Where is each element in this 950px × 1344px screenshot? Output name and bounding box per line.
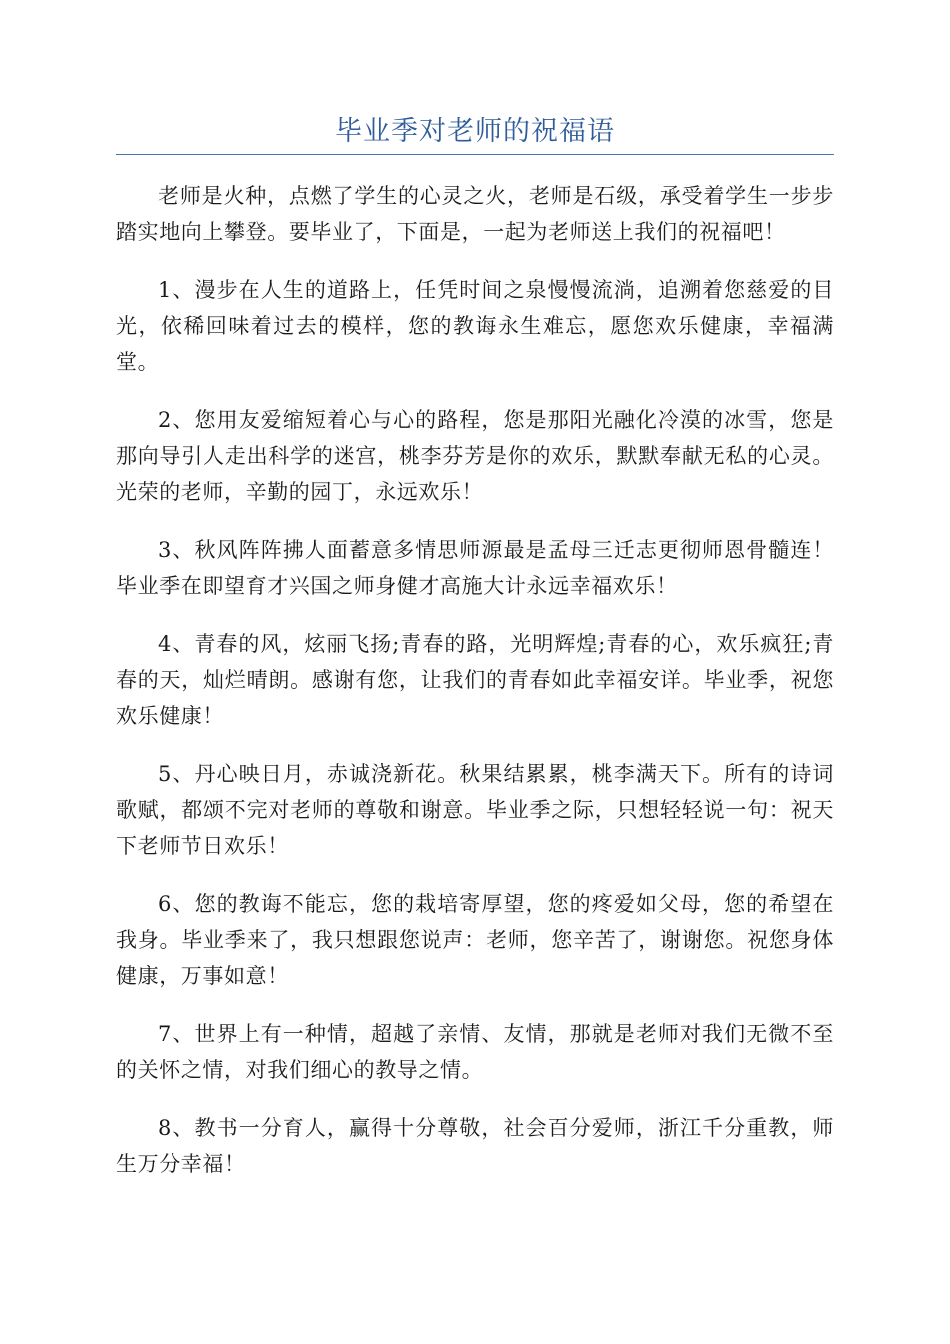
blessing-paragraph-3: 3、秋风阵阵拂人面蓄意多情思师源最是孟母三迁志更彻师恩骨髓连！毕业季在即望育才兴国之师身健才高施大计永远幸福欢乐！ xyxy=(116,538,834,598)
blessing-paragraph-7: 7、世界上有一种情，超越了亲情、友情，那就是老师对我们无微不至的关怀之情，对我们细心的教导之情。 xyxy=(116,1022,834,1082)
blessing-paragraph-1: 1、漫步在人生的道路上，任凭时间之泉慢慢流淌，追溯着您慈爱的目光，依稀回味着过去的模样，您的教诲永生难忘，愿您欢乐健康，幸福满堂。 xyxy=(116,278,834,374)
intro-paragraph: 老师是火种，点燃了学生的心灵之火，老师是石级，承受着学生一步步踏实地向上攀登。要毕业了，下面是，一起为老师送上我们的祝福吧！ xyxy=(116,184,834,244)
title-underline xyxy=(116,154,834,155)
blessing-paragraph-5: 5、丹心映日月，赤诚浇新花。秋果结累累，桃李满天下。所有的诗词歌赋，都颂不完对老师的尊敬和谢意。毕业季之际，只想轻轻说一句：祝天下老师节日欢乐！ xyxy=(116,762,834,858)
document-body xyxy=(116,178,834,1204)
blessing-paragraph-8: 8、教书一分育人，赢得十分尊敬，社会百分爱师，浙江千分重教，师生万分幸福！ xyxy=(116,1116,834,1176)
blessing-paragraph-2: 2、您用友爱缩短着心与心的路程，您是那阳光融化冷漠的冰雪，您是那向导引人走出科学的迷宫，桃李芬芳是你的欢乐，默默奉献无私的心灵。光荣的老师，辛勤的园丁，永远欢乐！ xyxy=(116,408,834,504)
blessing-paragraph-4: 4、青春的风，炫丽飞扬;青春的路，光明辉煌;青春的心，欢乐疯狂;青春的天，灿烂晴朗。感谢有您，让我们的青春如此幸福安详。毕业季，祝您欢乐健康！ xyxy=(116,632,834,728)
document-title: 毕业季对老师的祝福语 xyxy=(335,116,615,147)
blessing-paragraph-6: 6、您的教诲不能忘，您的栽培寄厚望，您的疼爱如父母，您的希望在我身。毕业季来了，我只想跟您说声：老师，您辛苦了，谢谢您。祝您身体健康，万事如意！ xyxy=(116,892,834,988)
